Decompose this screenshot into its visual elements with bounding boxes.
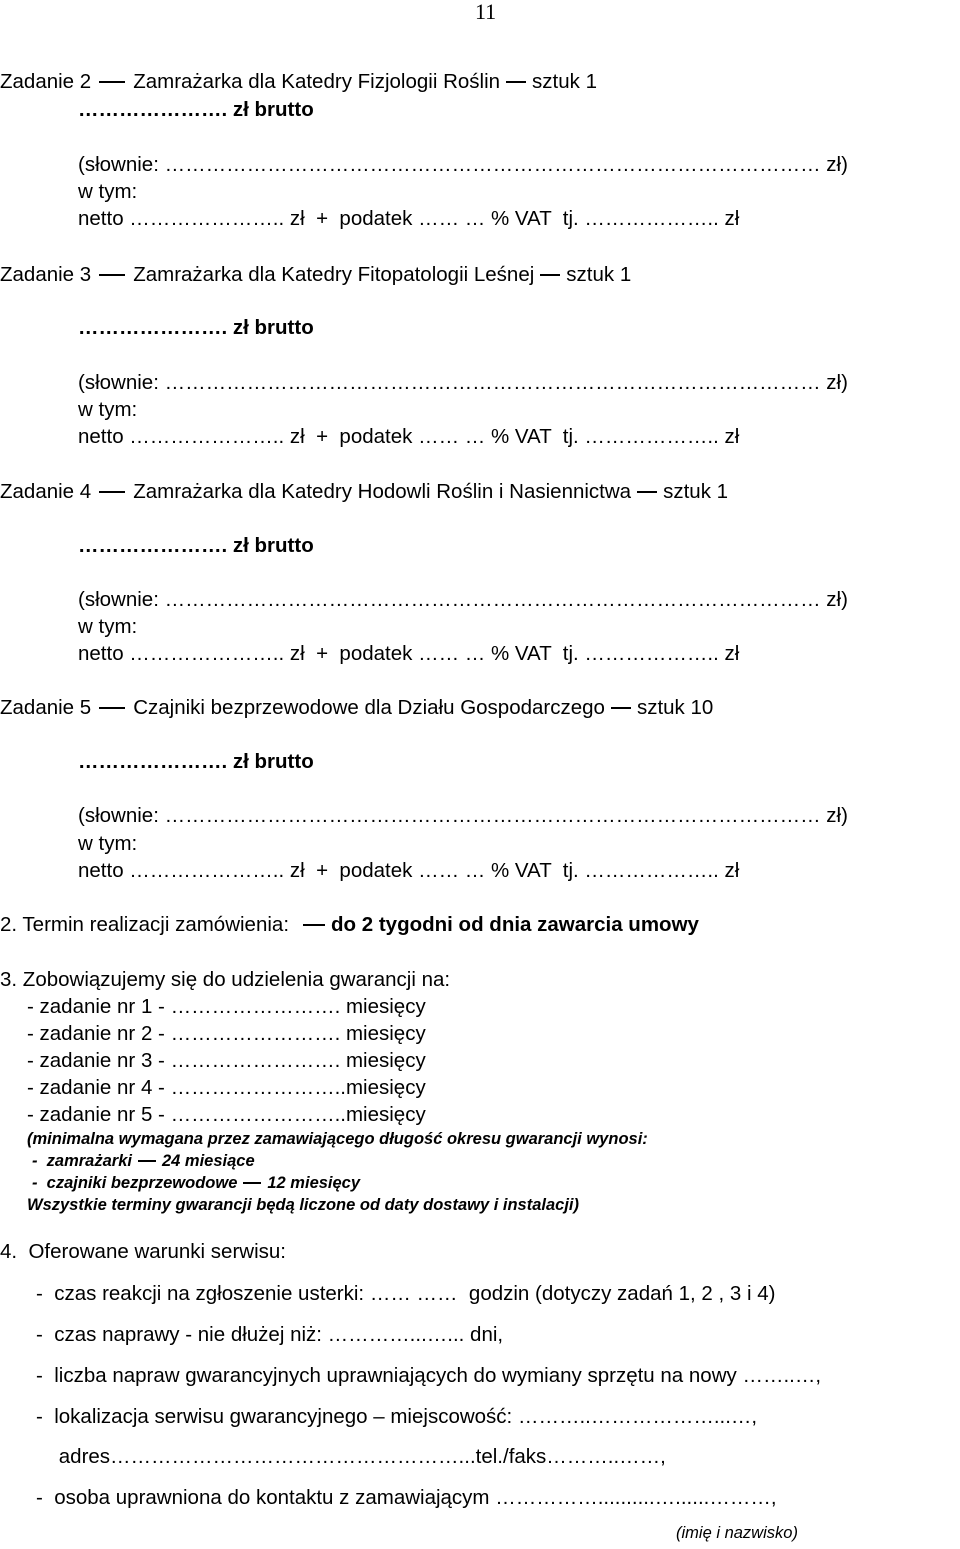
zadanie-2-netto: netto ………………….. zł + podatek …… … % VAT tj. ……………….. zł xyxy=(78,207,740,230)
page-number: 11 xyxy=(475,0,497,24)
termin-realizacji xyxy=(0,915,699,936)
zadanie-2-brutto: …………………. zł brutto xyxy=(78,98,314,121)
dash-separator xyxy=(99,707,125,709)
serwis-item: adres……………………………………………...tel./faks………..……, xyxy=(36,1445,666,1468)
zadanie-5-brutto: …………………. zł brutto xyxy=(78,750,314,773)
serwis-item: - czas reakcji na zgłoszenie usterki: …… …… godzin (dotyczy zadań 1, 2 , 3 i 4) xyxy=(36,1282,776,1305)
dash-separator xyxy=(99,274,125,276)
gwarancja-heading: 3. Zobowiązujemy się do udzielenia gwarancji na: xyxy=(0,968,451,991)
zadanie-qty: sztuk 1 xyxy=(663,480,729,503)
note-value: 24 miesiące xyxy=(161,1152,255,1170)
gwarancja-note-czajniki xyxy=(32,1175,360,1192)
dash-separator xyxy=(611,707,631,709)
dash-separator xyxy=(99,81,125,83)
zadanie-5-slownie: (słownie: …………………………………………………………………………………… zł) xyxy=(78,804,848,827)
zadanie-3-w-tym: w tym: xyxy=(78,398,138,421)
dash-separator xyxy=(138,1160,156,1162)
zadanie-5-netto: netto ………………….. zł + podatek …… … % VAT tj. ……………….. zł xyxy=(78,859,740,882)
gwarancja-item: - zadanie nr 5 - ……………………..miesięcy xyxy=(27,1103,426,1126)
zadanie-qty: sztuk 10 xyxy=(636,696,714,719)
zadanie-2-heading xyxy=(0,72,597,93)
serwis-item: - liczba napraw gwarancyjnych uprawniających do wymiany sprzętu na nowy ……..…, xyxy=(36,1364,822,1387)
zadanie-title: Zadanie 4 xyxy=(0,480,92,503)
zadanie-3-heading xyxy=(0,265,631,286)
zadanie-2-w-tym: w tym: xyxy=(78,180,138,203)
zadanie-qty: sztuk 1 xyxy=(532,70,597,93)
zadanie-subject: Zamrażarka dla Katedry Hodowli Roślin i Nasiennictwa xyxy=(133,480,632,503)
zadanie-5-w-tym: w tym: xyxy=(78,832,138,855)
dash-separator xyxy=(99,491,125,493)
zadanie-4-netto: netto ………………….. zł + podatek …… … % VAT tj. ……………….. zł xyxy=(78,642,740,665)
zadanie-subject: Zamrażarka dla Katedry Fizjologii Roślin xyxy=(133,70,501,93)
zadanie-4-w-tym: w tym: xyxy=(78,615,138,638)
zadanie-qty: sztuk 1 xyxy=(566,263,632,286)
gwarancja-note: (minimalna wymagana przez zamawiającego długość okresu gwarancji wynosi: xyxy=(27,1130,648,1148)
zadanie-3-slownie: (słownie: …………………………………………………………………………………… zł) xyxy=(78,371,848,394)
note-label: - zamrażarki xyxy=(32,1152,132,1170)
zadanie-4-brutto: …………………. zł brutto xyxy=(78,534,314,557)
dash-separator xyxy=(303,924,325,926)
gwarancja-note-zamrazarki xyxy=(32,1153,255,1170)
gwarancja-item: - zadanie nr 3 - ……………………. miesięcy xyxy=(27,1049,426,1072)
dash-separator xyxy=(243,1182,261,1184)
gwarancja-item: - zadanie nr 4 - ……………………..miesięcy xyxy=(27,1076,426,1099)
serwis-item: - lokalizacja serwisu gwarancyjnego – miejscowość: ………..………………...…, xyxy=(36,1405,758,1428)
zadanie-subject: Zamrażarka dla Katedry Fitopatologii Leśnej xyxy=(133,263,535,286)
zadanie-title: Zadanie 3 xyxy=(0,263,92,286)
zadanie-title: Zadanie 2 xyxy=(0,70,92,93)
zadanie-3-brutto: …………………. zł brutto xyxy=(78,316,314,339)
gwarancja-note-terminy: Wszystkie terminy gwarancji będą liczone od daty dostawy i instalacji) xyxy=(27,1196,579,1214)
gwarancja-item: - zadanie nr 1 - ……………………. miesięcy xyxy=(27,995,426,1018)
note-value: 12 miesięcy xyxy=(267,1174,361,1192)
dash-separator xyxy=(506,81,526,83)
serwis-item: - osoba uprawniona do kontaktu z zamawiającym ……………..........…......………, xyxy=(36,1486,777,1509)
zadanie-subject: Czajniki bezprzewodowe dla Działu Gospodarczego xyxy=(133,696,605,719)
zadanie-2-slownie: (słownie: …………………………………………………………………………………… zł) xyxy=(78,153,848,176)
zadanie-3-netto: netto ………………….. zł + podatek …… … % VAT tj. ……………….. zł xyxy=(78,425,740,448)
dash-separator xyxy=(540,274,560,276)
termin-value: do 2 tygodni od dnia zawarcia umowy xyxy=(331,913,699,936)
serwis-heading: 4. Oferowane warunki serwisu: xyxy=(0,1240,286,1263)
zadanie-4-slownie: (słownie: …………………………………………………………………………………… zł) xyxy=(78,588,848,611)
termin-label: 2. Termin realizacji zamówienia: xyxy=(0,913,290,936)
gwarancja-item: - zadanie nr 2 - ……………………. miesięcy xyxy=(27,1022,426,1045)
serwis-item: - czas naprawy - nie dłużej niż: …………...…... dni, xyxy=(36,1323,504,1346)
dash-separator xyxy=(637,491,657,493)
zadanie-title: Zadanie 5 xyxy=(0,696,92,719)
zadanie-5-heading xyxy=(0,698,713,719)
note-label: - czajniki bezprzewodowe xyxy=(32,1174,238,1192)
zadanie-4-heading xyxy=(0,482,728,503)
sign-note: (imię i nazwisko) xyxy=(676,1524,798,1542)
